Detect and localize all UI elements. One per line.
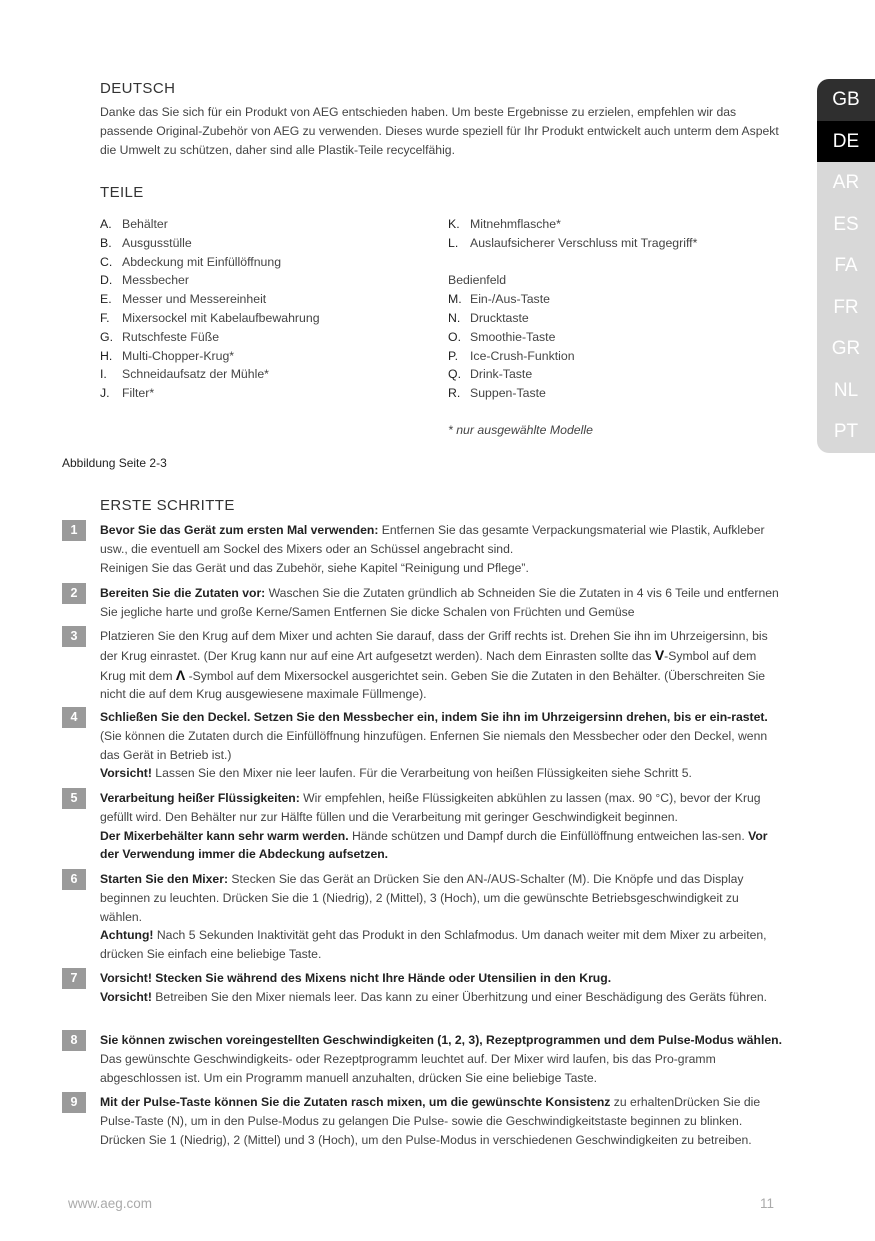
step-bold: Starten Sie den Mixer:	[100, 872, 229, 886]
step-body: Nach 5 Sekunden Inaktivität geht das Produkt in den Schlafmodus. Um danach weiter mit dem Mixer zu arbeiten, drücken Sie einfach eine beliebige Taste.	[100, 928, 767, 962]
lang-tab-fr[interactable]: FR	[833, 296, 859, 318]
step-4-text	[100, 708, 784, 783]
step-paragraph	[100, 764, 784, 783]
step-2-text	[100, 584, 784, 622]
part-letter: L .	[448, 234, 470, 253]
step-paragraph	[100, 789, 784, 827]
part-letter: K .	[448, 215, 470, 234]
parts-list-right	[448, 215, 788, 403]
part-item	[448, 309, 788, 328]
step-bold: Bevor Sie das Gerät zum ersten Mal verwenden:	[100, 523, 379, 537]
step-bold: Schließen Sie den Deckel. Setzen Sie den Messbecher ein, indem Sie ihn im Uhrzeigersinn drehen, bis er ein-rastet.	[100, 710, 768, 724]
part-text: Ausgusstülle	[122, 235, 192, 250]
part-item	[448, 365, 788, 384]
step-body: Stecken Sie das Gerät an Drücken Sie den AN-/AUS-Schalter (M). Die Knöpfe und das Display beginnen zu leuchten. Drücken Sie die 1 (Niedrig), 2 (Mittel), 3 (Hoch), um die gewünschte Betriebsgeschwindigkeit zu wählen.	[100, 872, 744, 924]
step-paragraph: Reinigen Sie das Gerät und das Zubehör, siehe Kapitel “Reinigung und Pflege”.	[100, 560, 529, 575]
step-body: Das gewünschte Geschwindigkeits- oder Rezeptprogramm leuchtet auf. Der Mixer wird laufen, bis das Pro-gramm abgeschlossen ist. Um ein Programm manuell anzuhalten, drücken Sie eine beliebige Taste.	[100, 1051, 716, 1085]
part-text: Abdeckung mit Einfüllöffnung	[122, 254, 282, 269]
step-3-text	[100, 627, 784, 704]
step-number-8: 8	[62, 1030, 86, 1051]
step-bold: Vorsicht!	[100, 989, 152, 1004]
part-text: Smoothie-Taste	[470, 329, 556, 344]
step-paragraph	[100, 1031, 784, 1087]
part-item	[100, 234, 430, 253]
part-letter: A .	[100, 215, 122, 234]
part-item	[448, 347, 788, 366]
step-5-text	[100, 789, 784, 864]
part-letter: J .	[100, 384, 122, 403]
step-paragraph	[100, 988, 784, 1007]
step-bold: Verarbeitung heißer Flüssigkeiten:	[100, 791, 300, 805]
part-letter: M .	[448, 290, 470, 309]
part-letter: P .	[448, 347, 470, 366]
lang-tab-es[interactable]: ES	[833, 213, 859, 235]
step-paragraph	[100, 926, 784, 964]
step-number-5: 5	[62, 788, 86, 809]
part-text: Behälter	[122, 217, 168, 231]
lang-tab-ar[interactable]: AR	[832, 172, 860, 193]
lang-tab-fa[interactable]: FA	[834, 255, 858, 276]
step-number-4: 4	[62, 707, 86, 728]
step-6-text	[100, 870, 784, 964]
step-paragraph	[100, 1093, 784, 1149]
part-text: Rutschfeste Füße	[122, 329, 220, 344]
step-number-7: 7	[62, 968, 86, 989]
step-paragraph	[100, 627, 784, 704]
v-symbol-icon: V	[654, 646, 665, 663]
lang-tab-de[interactable]: DE	[817, 121, 875, 163]
part-text: Filter*	[122, 386, 155, 401]
part-letter: C .	[100, 253, 122, 272]
part-item	[100, 384, 430, 403]
parts-list-left	[100, 215, 430, 403]
step-bold: Vorsicht!	[100, 766, 152, 781]
step-number-6: 6	[62, 869, 86, 890]
part-text: Ice-Crush-Funktion	[470, 348, 575, 363]
step-1-text	[100, 521, 784, 577]
part-letter: E .	[100, 290, 122, 309]
part-item	[100, 271, 430, 290]
footer-url[interactable]: www.aeg.com	[68, 1196, 153, 1211]
part-letter: R .	[448, 384, 470, 403]
language-tabs	[817, 79, 875, 453]
heading-erste-schritte: ERSTE SCHRITTE	[100, 497, 235, 514]
step-paragraph	[100, 708, 784, 764]
selected-models-note: * nur ausgewählte Modelle	[448, 423, 593, 437]
part-text: Schneidaufsatz der Mühle*	[122, 367, 269, 382]
step-8-text	[100, 1031, 784, 1087]
part-item	[100, 365, 430, 384]
intro-paragraph: Danke das Sie sich für ein Produkt von AEG entschieden haben. Um beste Ergebnisse zu erzielen, empfehlen wir das passende Original-Zubehör von AEG zu verwenden. Dieses wurde speziell für Ihr Produkt entwickelt auch unterm dem Aspekt die Umwelt zu schützen, daher sind alle Plastik-Teile recycelfähig.	[100, 105, 779, 157]
part-item	[100, 215, 430, 234]
step-number-2: 2	[62, 583, 86, 604]
lang-tab-gr[interactable]: GR	[831, 338, 861, 359]
part-letter: O .	[448, 328, 470, 347]
step-body: Entfernen Sie das gesamte Verpackungsmaterial wie Plastik, Aufkleber usw., die eventuell am Sockel des Mixers oder an Schüssel angebracht sind.	[100, 523, 765, 556]
part-item	[448, 234, 788, 253]
step-paragraph	[100, 870, 784, 926]
step-bold: Der Mixerbehälter kann sehr warm werden.	[100, 828, 349, 843]
part-item	[100, 328, 430, 347]
step-7-text	[100, 969, 784, 1007]
step-paragraph	[100, 827, 784, 865]
step-bold: Vorsicht! Stecken Sie während des Mixens nicht Ihre Hände oder Utensilien in den Krug.	[100, 971, 612, 985]
step-body: -Symbol auf dem Mixersockel ausgerichtet sein. Geben Sie die Zutaten in den Behälter. (Überschreiten Sie nicht die auf dem Krug ausgewiesene maximale Füllmenge).	[100, 668, 766, 702]
part-item	[100, 290, 430, 309]
step-paragraph	[100, 584, 784, 622]
part-text: Ein-/Aus-Taste	[470, 292, 550, 307]
lang-tab-pt[interactable]: PT	[833, 421, 859, 442]
figure-label: Abbildung Seite 2-3	[62, 456, 167, 470]
part-letter: B .	[100, 234, 122, 253]
part-item	[448, 384, 788, 403]
control-panel-label: Bedienfeld	[448, 273, 507, 288]
step-number-1: 1	[62, 520, 86, 541]
step-number-9: 9	[62, 1092, 86, 1113]
step-paragraph	[100, 521, 784, 559]
step-bold: Mit der Pulse-Taste können Sie die Zutaten rasch mixen, um die gewünschte Konsistenz	[100, 1095, 611, 1109]
step-number-3: 3	[62, 626, 86, 647]
part-item	[100, 347, 430, 366]
part-letter: F .	[100, 309, 122, 328]
part-item	[448, 328, 788, 347]
part-text: Drucktaste	[470, 310, 529, 325]
step-body: Platzieren Sie den Krug auf dem Mixer und achten Sie darauf, dass der Griff rechts ist. Drehen Sie ihn im Uhrzeigersinn, bis der Krug einrastet. (Der Krug kann nur auf eine Art aufgesetzt werden). Nach dem Einrasten sollte das	[100, 629, 768, 663]
step-body: Hände schützen und Dampf durch die Einfüllöffnung entweichen las-sen.	[348, 828, 749, 843]
heading-deutsch: DEUTSCH	[100, 80, 176, 97]
lang-tab-gb[interactable]: GB	[817, 79, 875, 121]
step-body: -Symbol auf dem Krug mit dem	[100, 648, 757, 683]
part-letter: H .	[100, 347, 122, 366]
part-item	[448, 290, 788, 309]
part-text: Auslaufsicherer Verschluss mit Tragegriff*	[470, 235, 698, 250]
step-9-text	[100, 1093, 784, 1149]
part-text: Drink-Taste	[470, 367, 533, 382]
part-text: Multi-Chopper-Krug*	[122, 348, 235, 363]
part-text: Messer und Messereinheit	[122, 292, 267, 307]
part-letter: D .	[100, 271, 122, 290]
part-text: Mixersockel mit Kabelaufbewahrung	[122, 310, 320, 325]
step-body: Lassen Sie den Mixer nie leer laufen. Für die Verarbeitung von heißen Flüssigkeiten siehe Schritt 5.	[151, 766, 692, 781]
step-body: zu erhaltenDrücken Sie die Pulse-Taste (N), um in den Pulse-Modus zu gelangen Die Pulse- sowie die Geschwindigkeitstaste beginnen zu blinken. Drücken Sie 1 (Niedrig), 2 (Mittel) und 3 (Hoch), um den Pulse-Modus in verschiedenen Geschwindigkeiten zu betreiben.	[100, 1095, 761, 1147]
step-bold: Bereiten Sie die Zutaten vor:	[100, 586, 266, 600]
heading-teile: TEILE	[100, 184, 144, 201]
page-number: 11	[760, 1196, 775, 1211]
step-bold: Vor der Verwendung immer die Abdeckung aufsetzen.	[100, 828, 768, 862]
step-paragraph	[100, 969, 784, 988]
step-bold: Sie können zwischen voreingestellten Geschwindigkeiten (1, 2, 3), Rezeptprogrammen und dem Pulse-Modus wählen.	[100, 1033, 782, 1047]
step-body: (Sie können die Zutaten durch die Einfüllöffnung hinzufügen. Enfernen Sie niemals den Messbecher oder den Deckel, wenn das Gerät in Betrieb ist.)	[100, 728, 768, 762]
step-body: Betreiben Sie den Mixer niemals leer. Das kann zu einer Überhitzung und einer Beschädigung des Geräts führen.	[151, 989, 768, 1004]
lang-tab-nl[interactable]: NL	[833, 379, 859, 401]
part-letter: N .	[448, 309, 470, 328]
step-body: Waschen Sie die Zutaten gründlich ab Schneiden Sie die Zutaten in 4 vis 6 Teile und entfernen Sie jegliche harte und große Kerne/Samen Entfernen Sie dicke Schalen von Früchten und Gemüse	[100, 586, 779, 619]
caret-up-symbol-icon: Λ	[175, 666, 186, 683]
step-body: Wir empfehlen, heiße Flüssigkeiten abkühlen zu lassen (max. 90 °C), bevor der Krug gefüllt wird. Den Behälter nur zur Hälfte füllen und die Verarbeitung mit geringer Geschwindigkeit beginnen.	[100, 791, 761, 824]
part-text: Suppen-Taste	[470, 386, 546, 401]
part-item	[100, 253, 430, 272]
part-letter: Q .	[448, 365, 470, 384]
spacer	[448, 253, 788, 272]
step-bold: Achtung!	[100, 928, 154, 943]
part-letter: G .	[100, 328, 122, 347]
part-item	[448, 215, 788, 234]
part-text: Messbecher	[122, 273, 189, 288]
part-letter: I .	[100, 365, 122, 384]
part-text: Mitnehmflasche*	[470, 217, 561, 231]
part-item	[100, 309, 430, 328]
